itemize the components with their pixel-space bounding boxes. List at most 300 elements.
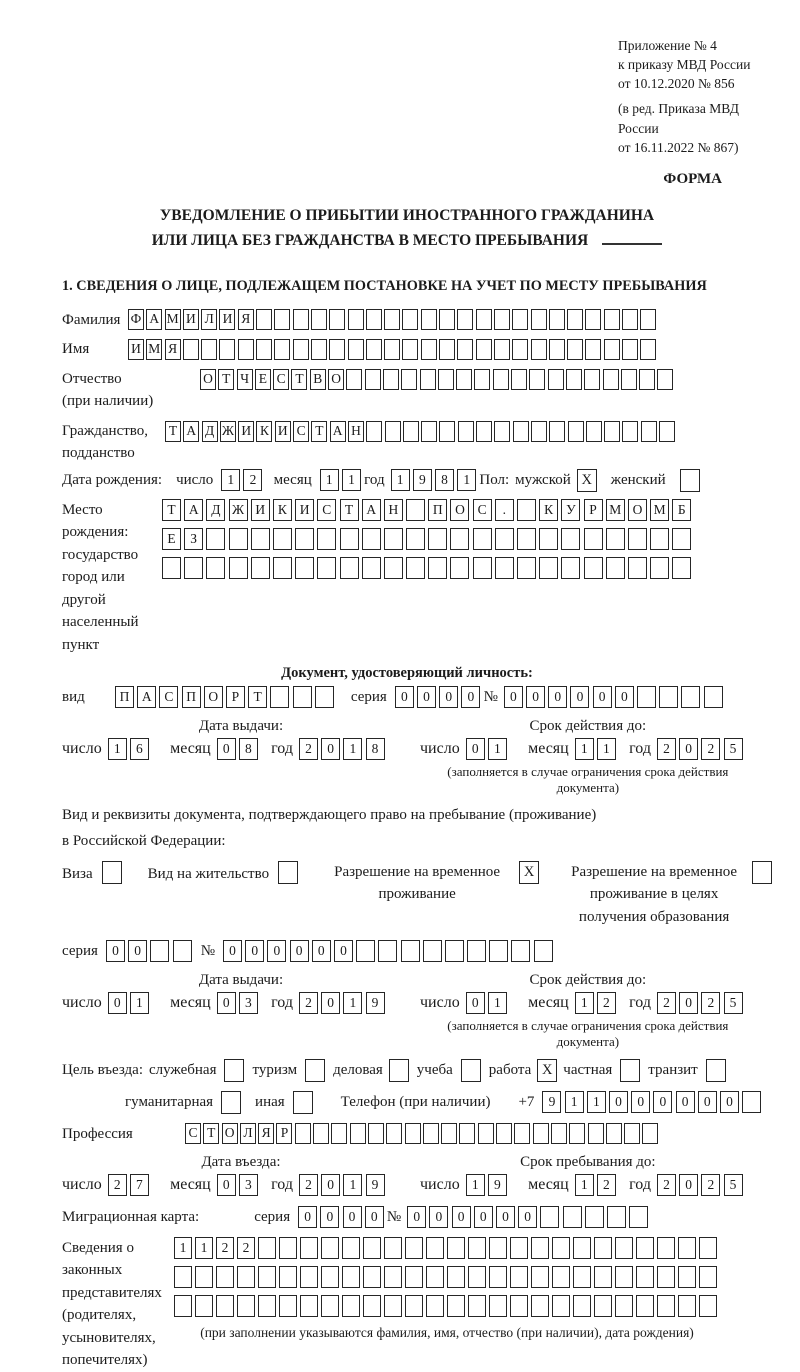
char-box[interactable]: 0 xyxy=(720,1091,739,1113)
char-box[interactable] xyxy=(201,339,217,360)
char-box[interactable]: П xyxy=(182,686,201,708)
char-box[interactable]: С xyxy=(293,421,309,442)
char-box[interactable] xyxy=(604,309,620,330)
char-box[interactable] xyxy=(517,557,536,579)
char-box[interactable] xyxy=(549,421,565,442)
char-box[interactable] xyxy=(439,309,455,330)
char-box[interactable] xyxy=(494,339,510,360)
char-box[interactable]: Е xyxy=(255,369,271,390)
char-box[interactable] xyxy=(678,1237,696,1259)
char-box[interactable] xyxy=(184,557,203,579)
char-box[interactable] xyxy=(384,1295,402,1317)
char-box[interactable]: 8 xyxy=(239,738,258,760)
char-box[interactable] xyxy=(636,1295,654,1317)
char-box[interactable] xyxy=(365,369,381,390)
char-box[interactable]: 0 xyxy=(593,686,612,708)
char-box[interactable] xyxy=(650,528,669,550)
char-box[interactable]: Д xyxy=(202,421,218,442)
char-box[interactable] xyxy=(384,339,400,360)
char-box[interactable]: К xyxy=(539,499,558,521)
char-box[interactable] xyxy=(258,1237,276,1259)
char-box[interactable]: О xyxy=(200,369,216,390)
char-box[interactable] xyxy=(568,421,584,442)
char-box[interactable] xyxy=(561,528,580,550)
char-box[interactable]: М xyxy=(650,499,669,521)
char-box[interactable] xyxy=(366,309,382,330)
char-box[interactable] xyxy=(173,940,192,962)
char-box[interactable] xyxy=(315,686,334,708)
char-box[interactable] xyxy=(514,1123,530,1144)
char-box[interactable] xyxy=(321,1295,339,1317)
char-box[interactable] xyxy=(473,528,492,550)
char-box[interactable] xyxy=(216,1266,234,1288)
char-box[interactable] xyxy=(274,309,290,330)
char-box[interactable] xyxy=(512,309,528,330)
char-box[interactable]: М xyxy=(606,499,625,521)
char-box[interactable] xyxy=(356,940,375,962)
char-box[interactable] xyxy=(468,1266,486,1288)
temp-resid-checkbox[interactable]: X xyxy=(519,861,539,884)
char-box[interactable] xyxy=(229,557,248,579)
char-box[interactable]: А xyxy=(183,421,199,442)
char-box[interactable] xyxy=(604,421,620,442)
char-box[interactable] xyxy=(403,421,419,442)
char-box[interactable]: Н xyxy=(384,499,403,521)
char-box[interactable] xyxy=(549,309,565,330)
char-box[interactable] xyxy=(458,421,474,442)
char-box[interactable]: Т xyxy=(203,1123,219,1144)
char-box[interactable]: 3 xyxy=(239,992,258,1014)
char-box[interactable]: 0 xyxy=(365,1206,384,1228)
char-box[interactable] xyxy=(533,1123,549,1144)
char-box[interactable] xyxy=(657,1237,675,1259)
char-box[interactable]: 1 xyxy=(587,1091,606,1113)
char-box[interactable]: П xyxy=(428,499,447,521)
char-box[interactable] xyxy=(699,1237,717,1259)
char-box[interactable] xyxy=(659,686,678,708)
char-box[interactable]: О xyxy=(204,686,223,708)
char-box[interactable] xyxy=(494,309,510,330)
char-box[interactable]: И xyxy=(128,339,144,360)
char-box[interactable] xyxy=(426,1266,444,1288)
char-box[interactable] xyxy=(447,1237,465,1259)
purpose-business-checkbox[interactable] xyxy=(389,1059,409,1082)
char-box[interactable] xyxy=(237,1266,255,1288)
char-box[interactable] xyxy=(348,339,364,360)
char-box[interactable]: А xyxy=(184,499,203,521)
char-box[interactable] xyxy=(274,339,290,360)
char-box[interactable]: О xyxy=(222,1123,238,1144)
char-box[interactable]: С xyxy=(159,686,178,708)
char-box[interactable] xyxy=(489,940,508,962)
char-box[interactable] xyxy=(531,339,547,360)
char-box[interactable]: 0 xyxy=(320,1206,339,1228)
char-box[interactable]: 0 xyxy=(417,686,436,708)
char-box[interactable] xyxy=(566,369,582,390)
char-box[interactable] xyxy=(423,940,442,962)
char-box[interactable] xyxy=(585,339,601,360)
resid-permit-checkbox[interactable] xyxy=(278,861,298,884)
char-box[interactable] xyxy=(489,1295,507,1317)
char-box[interactable] xyxy=(384,1266,402,1288)
char-box[interactable]: О xyxy=(450,499,469,521)
char-box[interactable] xyxy=(563,1206,582,1228)
char-box[interactable]: 8 xyxy=(435,469,454,491)
char-box[interactable] xyxy=(639,369,655,390)
char-box[interactable] xyxy=(423,1123,439,1144)
char-box[interactable] xyxy=(494,421,510,442)
char-box[interactable]: М xyxy=(146,339,162,360)
char-box[interactable]: 1 xyxy=(565,1091,584,1113)
char-box[interactable]: Я xyxy=(238,309,254,330)
purpose-humanitarian-checkbox[interactable] xyxy=(221,1091,241,1114)
char-box[interactable]: 5 xyxy=(724,992,743,1014)
char-box[interactable] xyxy=(150,940,169,962)
char-box[interactable] xyxy=(548,369,564,390)
char-box[interactable] xyxy=(659,421,675,442)
char-box[interactable] xyxy=(622,421,638,442)
char-box[interactable] xyxy=(300,1237,318,1259)
char-box[interactable]: 0 xyxy=(504,686,523,708)
char-box[interactable] xyxy=(534,940,553,962)
char-box[interactable] xyxy=(174,1295,192,1317)
char-box[interactable] xyxy=(606,1123,622,1144)
char-box[interactable] xyxy=(439,421,455,442)
char-box[interactable] xyxy=(421,421,437,442)
char-box[interactable] xyxy=(238,339,254,360)
char-box[interactable]: Т xyxy=(165,421,181,442)
char-box[interactable]: И xyxy=(275,421,291,442)
char-box[interactable] xyxy=(383,369,399,390)
char-box[interactable]: 7 xyxy=(130,1174,149,1196)
char-box[interactable] xyxy=(569,1123,585,1144)
char-box[interactable] xyxy=(293,309,309,330)
char-box[interactable]: Б xyxy=(672,499,691,521)
char-box[interactable]: Т xyxy=(162,499,181,521)
char-box[interactable] xyxy=(342,1237,360,1259)
char-box[interactable]: Т xyxy=(291,369,307,390)
char-box[interactable] xyxy=(606,528,625,550)
char-box[interactable] xyxy=(402,339,418,360)
char-box[interactable]: 2 xyxy=(299,738,318,760)
char-box[interactable] xyxy=(615,1237,633,1259)
char-box[interactable] xyxy=(594,1295,612,1317)
char-box[interactable]: 9 xyxy=(366,992,385,1014)
char-box[interactable]: 2 xyxy=(108,1174,127,1196)
char-box[interactable]: 1 xyxy=(130,992,149,1014)
char-box[interactable]: 9 xyxy=(488,1174,507,1196)
char-box[interactable] xyxy=(406,528,425,550)
purpose-private-checkbox[interactable] xyxy=(620,1059,640,1082)
char-box[interactable] xyxy=(295,1123,311,1144)
char-box[interactable] xyxy=(551,1123,567,1144)
char-box[interactable] xyxy=(329,339,345,360)
char-box[interactable] xyxy=(162,557,181,579)
char-box[interactable] xyxy=(401,940,420,962)
char-box[interactable] xyxy=(478,1123,494,1144)
char-box[interactable] xyxy=(273,528,292,550)
char-box[interactable] xyxy=(561,557,580,579)
char-box[interactable] xyxy=(621,369,637,390)
char-box[interactable]: 0 xyxy=(615,686,634,708)
char-box[interactable]: Л xyxy=(240,1123,256,1144)
char-box[interactable]: 5 xyxy=(724,738,743,760)
char-box[interactable]: 1 xyxy=(488,738,507,760)
char-box[interactable]: Д xyxy=(206,499,225,521)
char-box[interactable] xyxy=(293,686,312,708)
char-box[interactable]: 0 xyxy=(321,992,340,1014)
purpose-work-checkbox[interactable]: X xyxy=(537,1059,557,1082)
char-box[interactable]: 2 xyxy=(216,1237,234,1259)
char-box[interactable] xyxy=(406,557,425,579)
char-box[interactable] xyxy=(699,1266,717,1288)
char-box[interactable]: 2 xyxy=(237,1237,255,1259)
char-box[interactable] xyxy=(340,557,359,579)
char-box[interactable] xyxy=(251,528,270,550)
char-box[interactable] xyxy=(540,1206,559,1228)
char-box[interactable] xyxy=(317,557,336,579)
char-box[interactable]: 0 xyxy=(108,992,127,1014)
char-box[interactable]: И xyxy=(238,421,254,442)
char-box[interactable]: 8 xyxy=(366,738,385,760)
char-box[interactable]: 0 xyxy=(217,1174,236,1196)
char-box[interactable]: 1 xyxy=(343,992,362,1014)
char-box[interactable] xyxy=(457,339,473,360)
char-box[interactable]: Ф xyxy=(128,309,144,330)
female-checkbox[interactable] xyxy=(680,469,700,492)
char-box[interactable]: 0 xyxy=(526,686,545,708)
char-box[interactable] xyxy=(496,1123,512,1144)
char-box[interactable] xyxy=(329,309,345,330)
char-box[interactable]: И xyxy=(183,309,199,330)
char-box[interactable]: Р xyxy=(584,499,603,521)
char-box[interactable] xyxy=(585,1206,604,1228)
char-box[interactable] xyxy=(279,1295,297,1317)
char-box[interactable] xyxy=(510,1266,528,1288)
char-box[interactable]: Ч xyxy=(237,369,253,390)
char-box[interactable] xyxy=(539,557,558,579)
char-box[interactable]: 0 xyxy=(679,738,698,760)
char-box[interactable] xyxy=(573,1266,591,1288)
char-box[interactable] xyxy=(362,557,381,579)
char-box[interactable]: 0 xyxy=(217,738,236,760)
char-box[interactable]: 1 xyxy=(391,469,410,491)
purpose-transit-checkbox[interactable] xyxy=(706,1059,726,1082)
char-box[interactable]: А xyxy=(137,686,156,708)
char-box[interactable] xyxy=(174,1266,192,1288)
char-box[interactable] xyxy=(552,1237,570,1259)
char-box[interactable] xyxy=(604,339,620,360)
char-box[interactable] xyxy=(420,369,436,390)
char-box[interactable] xyxy=(467,940,486,962)
char-box[interactable]: 1 xyxy=(320,469,339,491)
char-box[interactable]: 2 xyxy=(657,738,676,760)
char-box[interactable] xyxy=(531,309,547,330)
char-box[interactable] xyxy=(385,421,401,442)
char-box[interactable]: А xyxy=(146,309,162,330)
char-box[interactable]: 0 xyxy=(496,1206,515,1228)
char-box[interactable] xyxy=(531,1295,549,1317)
char-box[interactable] xyxy=(615,1295,633,1317)
char-box[interactable]: 2 xyxy=(597,992,616,1014)
char-box[interactable] xyxy=(426,1295,444,1317)
char-box[interactable] xyxy=(531,421,547,442)
char-box[interactable] xyxy=(342,1266,360,1288)
char-box[interactable] xyxy=(384,557,403,579)
char-box[interactable]: С xyxy=(185,1123,201,1144)
char-box[interactable] xyxy=(428,528,447,550)
char-box[interactable]: А xyxy=(362,499,381,521)
char-box[interactable] xyxy=(511,940,530,962)
char-box[interactable] xyxy=(624,1123,640,1144)
char-box[interactable] xyxy=(300,1266,318,1288)
char-box[interactable]: 2 xyxy=(243,469,262,491)
char-box[interactable] xyxy=(384,528,403,550)
char-box[interactable]: З xyxy=(184,528,203,550)
char-box[interactable]: 0 xyxy=(321,738,340,760)
char-box[interactable] xyxy=(622,339,638,360)
char-box[interactable] xyxy=(251,557,270,579)
char-box[interactable] xyxy=(584,369,600,390)
char-box[interactable] xyxy=(474,369,490,390)
char-box[interactable]: 0 xyxy=(609,1091,628,1113)
char-box[interactable] xyxy=(489,1237,507,1259)
char-box[interactable] xyxy=(615,1266,633,1288)
char-box[interactable]: 2 xyxy=(657,1174,676,1196)
char-box[interactable]: 2 xyxy=(299,992,318,1014)
char-box[interactable] xyxy=(438,369,454,390)
char-box[interactable]: 1 xyxy=(597,738,616,760)
char-box[interactable]: 3 xyxy=(239,1174,258,1196)
char-box[interactable] xyxy=(256,309,272,330)
char-box[interactable] xyxy=(206,528,225,550)
char-box[interactable]: 0 xyxy=(407,1206,426,1228)
char-box[interactable] xyxy=(366,339,382,360)
char-box[interactable] xyxy=(311,309,327,330)
char-box[interactable] xyxy=(273,557,292,579)
char-box[interactable]: 2 xyxy=(299,1174,318,1196)
char-box[interactable]: 0 xyxy=(312,940,331,962)
char-box[interactable] xyxy=(657,1266,675,1288)
char-box[interactable]: 1 xyxy=(343,738,362,760)
char-box[interactable] xyxy=(363,1237,381,1259)
char-box[interactable]: А xyxy=(330,421,346,442)
char-box[interactable] xyxy=(405,1237,423,1259)
char-box[interactable]: 0 xyxy=(518,1206,537,1228)
char-box[interactable] xyxy=(368,1123,384,1144)
char-box[interactable] xyxy=(681,686,700,708)
char-box[interactable]: В xyxy=(310,369,326,390)
char-box[interactable] xyxy=(539,528,558,550)
char-box[interactable] xyxy=(293,339,309,360)
char-box[interactable] xyxy=(678,1266,696,1288)
char-box[interactable]: 1 xyxy=(575,992,594,1014)
char-box[interactable]: 0 xyxy=(653,1091,672,1113)
char-box[interactable] xyxy=(650,557,669,579)
char-box[interactable]: С xyxy=(317,499,336,521)
char-box[interactable] xyxy=(567,309,583,330)
char-box[interactable]: 0 xyxy=(679,1174,698,1196)
char-box[interactable] xyxy=(405,1266,423,1288)
char-box[interactable] xyxy=(549,339,565,360)
char-box[interactable] xyxy=(517,528,536,550)
char-box[interactable] xyxy=(378,940,397,962)
char-box[interactable] xyxy=(206,557,225,579)
char-box[interactable]: У xyxy=(561,499,580,521)
char-box[interactable]: 1 xyxy=(343,1174,362,1196)
char-box[interactable] xyxy=(468,1237,486,1259)
char-box[interactable] xyxy=(313,1123,329,1144)
char-box[interactable] xyxy=(473,557,492,579)
char-box[interactable] xyxy=(256,339,272,360)
char-box[interactable]: 5 xyxy=(724,1174,743,1196)
char-box[interactable] xyxy=(340,528,359,550)
char-box[interactable]: 0 xyxy=(548,686,567,708)
char-box[interactable] xyxy=(279,1266,297,1288)
char-box[interactable] xyxy=(584,557,603,579)
char-box[interactable] xyxy=(426,1237,444,1259)
purpose-tourism-checkbox[interactable] xyxy=(305,1059,325,1082)
char-box[interactable] xyxy=(531,1237,549,1259)
char-box[interactable] xyxy=(421,309,437,330)
char-box[interactable]: Ж xyxy=(229,499,248,521)
char-box[interactable] xyxy=(476,309,492,330)
char-box[interactable] xyxy=(270,686,289,708)
char-box[interactable] xyxy=(629,1206,648,1228)
char-box[interactable] xyxy=(585,309,601,330)
char-box[interactable]: 0 xyxy=(128,940,147,962)
char-box[interactable] xyxy=(642,1123,658,1144)
char-box[interactable] xyxy=(405,1295,423,1317)
char-box[interactable] xyxy=(517,499,536,521)
char-box[interactable]: 6 xyxy=(130,738,149,760)
char-box[interactable] xyxy=(428,557,447,579)
char-box[interactable] xyxy=(512,339,528,360)
char-box[interactable] xyxy=(742,1091,761,1113)
char-box[interactable] xyxy=(657,369,673,390)
purpose-study-checkbox[interactable] xyxy=(461,1059,481,1082)
char-box[interactable]: 1 xyxy=(466,1174,485,1196)
char-box[interactable]: П xyxy=(115,686,134,708)
char-box[interactable]: И xyxy=(219,309,235,330)
char-box[interactable]: 0 xyxy=(106,940,125,962)
char-box[interactable]: 1 xyxy=(575,1174,594,1196)
char-box[interactable] xyxy=(567,339,583,360)
char-box[interactable] xyxy=(439,339,455,360)
char-box[interactable]: 0 xyxy=(452,1206,471,1228)
char-box[interactable] xyxy=(489,1266,507,1288)
char-box[interactable]: 0 xyxy=(223,940,242,962)
char-box[interactable] xyxy=(295,557,314,579)
char-box[interactable] xyxy=(640,339,656,360)
char-box[interactable]: 2 xyxy=(701,992,720,1014)
char-box[interactable] xyxy=(468,1295,486,1317)
char-box[interactable]: 1 xyxy=(488,992,507,1014)
char-box[interactable] xyxy=(552,1266,570,1288)
char-box[interactable] xyxy=(216,1295,234,1317)
char-box[interactable] xyxy=(513,421,529,442)
char-box[interactable] xyxy=(641,421,657,442)
char-box[interactable]: М xyxy=(165,309,181,330)
char-box[interactable]: 0 xyxy=(429,1206,448,1228)
char-box[interactable]: 2 xyxy=(701,738,720,760)
char-box[interactable] xyxy=(657,1295,675,1317)
char-box[interactable] xyxy=(342,1295,360,1317)
char-box[interactable]: 1 xyxy=(108,738,127,760)
char-box[interactable]: Н xyxy=(348,421,364,442)
char-box[interactable]: 0 xyxy=(395,686,414,708)
char-box[interactable] xyxy=(476,339,492,360)
